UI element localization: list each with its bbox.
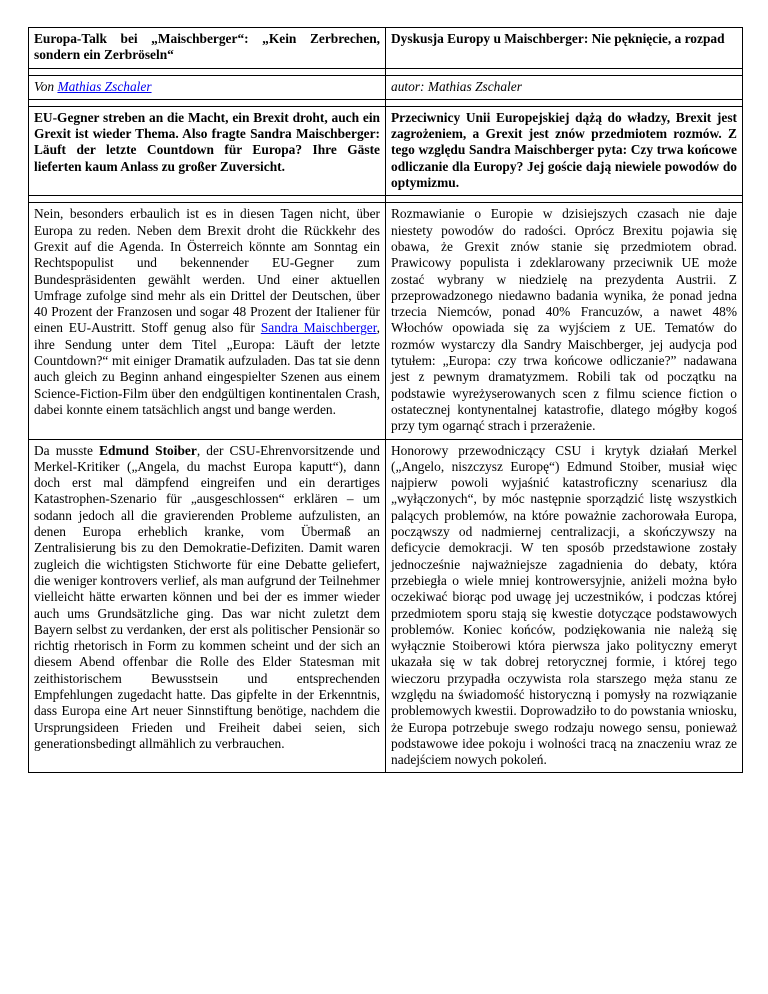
author-link[interactable]: Mathias Zschaler bbox=[57, 78, 152, 94]
spacer-cell bbox=[29, 99, 386, 106]
de-p2-text-b: , der CSU-Ehrenvorsitzende und Merkel-Kritiker („Angela, du machst Europa kaputt“), dann doch erst mal dämpfend eingreifen und ein derartiges Katastrophen-Szenario für „ausgeschlossen“ erklären – um sodann jedoch all die gravierenden Probleme aufzulisten, an denen Europa erheblich kranke, vom Übermaß an Zentralisierung bis zu den Demokratie-Defiziten. Damit waren zugleich die wichtigsten Stichworte für eine Debatte geliefert, die weniger kontrovers verlief, als man aufgrund der Teilnehmer vielleicht hätte erwarten können und bei der es immer wieder auch ums Grundsätzliche ging. Das war nicht zuletzt dem Bayern selbst zu verdanken, der erst als politischer Pensionär so richtig rhetorisch in Form zu kommen scheint und der sich an diesem Abend offenbar die Rolle des Elder Statesman mit zeithistorischem Bewusstsein und entsprechenden Empfehlungen zugedacht hatte. Das gipfelte in der Erkenntnis, dass Europa eine Art neuer Sinnstiftung benötige, nachdem die Ursprungsideen Frieden und Freiheit dabei seien, sich generationsbedingt allmählich zu verbrauchen. bbox=[34, 442, 380, 751]
de-title: Europa-Talk bei „Maischberger“: „Kein Zerbrechen, sondern ein Zerbröseln“ bbox=[29, 28, 386, 69]
de-p2-text-a: Da musste bbox=[34, 442, 100, 458]
spacer-row bbox=[29, 68, 743, 75]
paragraph-row-1 bbox=[29, 203, 743, 439]
spacer-cell bbox=[386, 99, 743, 106]
pl-byline: autor: Mathias Zschaler bbox=[386, 75, 743, 99]
paragraph-row-2 bbox=[29, 439, 743, 773]
spacer-cell bbox=[386, 68, 743, 75]
spacer-cell bbox=[29, 196, 386, 203]
de-p1-text-a: Nein, besonders erbaulich ist es in diesen Tagen nicht, über Europa zu reden. Neben dem Brexit droht die Rückkehr des Grexit auf die Agenda. In Österreich könnte am Sonntag ein Rechtspopulist und bekennender EU-Gegner zum Bundespräsidenten gewählt werden. Und einer aktuellen Umfrage zufolge sind mehr als ein Drittel der Deutschen, über 40 Prozent der Franzosen und sogar 48 Prozent der Italiener für einen EU-Austritt. Stoff genug also für bbox=[34, 206, 380, 336]
de-byline-prefix: Von bbox=[34, 78, 58, 94]
pl-paragraph-1: Rozmawianie o Europie w dzisiejszych czasach nie daje niestety powodów do radości. Oprócz Brexitu pojawia się obawa, że Grexit znów stanie się przedmiotem obrad. Prawicowy populista i zdeklarowany przeciwnik UE może zostać wybrany w niedzielę na prezydenta Austrii. Z przeprowadzonego niedawno badania wynika, że ponad jedna trzecia Niemców, ponad 40% Francuzów, a nawet 48% Włochów opowiada się za wyjściem z UE. Tematów do rozmów wystarczy dla Sandry Maischberger, jej audycja pod tytułem: „Europa: czy trwa końcowe odliczanie?” nadawana jest z pewnym dramatyzmem. Robili tak od początku na podstawie wyreżyserowanych scen z filmu science fiction o ostatecznej kontynentalnej katastrofie, dlatego mógłby kogoś przy tym ogarnąć strach i przerażenie. bbox=[386, 203, 743, 439]
de-lead: EU-Gegner streben an die Macht, ein Brexit droht, auch ein Grexit ist wieder Thema. Also fragte Sandra Maischberger: Läuft der letzte Countdown für Europa? Ihre Gäste lieferten kaum Anlass zu großer Zuversicht. bbox=[29, 106, 386, 195]
de-p2-name: Edmund Stoiber bbox=[99, 442, 197, 458]
bilingual-table bbox=[28, 27, 743, 773]
maischberger-link[interactable]: Sandra Maischberger bbox=[260, 320, 377, 336]
spacer-row bbox=[29, 196, 743, 203]
pl-paragraph-2: Honorowy przewodniczący CSU i krytyk działań Merkel („Angelo, niszczysz Europę“) Edmund Stoiber, musiał więc najpierw powoli wyjaśnić katastroficzny scenariusz dla „wyłączonych“, by móc następnie sporządzić listę wszystkich palących problemów, na które poważnie zachorowała Europa, począwszy od nadmiernej centralizacji, a skończywszy na deficycie demokracji. W ten sposób przedstawione zostały jednocześnie najważniejsze zagadnienia do debaty, która przebiegła o wiele mniej kontrowersyjnie, aniżeli można było oczekiwać biorąc pod uwagę jej uczestników, i podczas której przedmiotem sporu stają się kwestie dotyczące podstawowych problemów. Koniec końców, podziękowania nie należą się wyłącznie Stoiberowi która pierwsza jako polityczny emeryt ukazała się w tak dobrej retorycznej formie, i której tego wieczoru przypadła oczywista rola starszego męża stanu ze względu na świadomość historyczną i pomysły na rozwiązanie problemowych kwestii. Doprowadziło to do powstania wniosku, że Europa potrzebuje swego rodzaju nowego sensu, ponieważ podstawowe idee pokoju i wolności tracą na znaczeniu wraz ze nadejściem nowych pokoleń. bbox=[386, 439, 743, 773]
pl-title: Dyskusja Europy u Maischberger: Nie pęknięcie, a rozpad bbox=[386, 28, 743, 69]
de-p1-text-b: , ihre Sendung unter dem Titel „Europa: Läuft der letzte Countdown?“ mit einiger Dramatik aufzuladen. Das tat sie denn auch gleich zu Beginn anhand eingespielter Szenen aus einem Science-Fiction-Film über den endgültigen kontinentalen Crash, dabei konnte einem tatsächlich angst und bange werden. bbox=[34, 320, 380, 417]
document-page bbox=[28, 27, 742, 773]
byline-row bbox=[29, 75, 743, 99]
title-row bbox=[29, 28, 743, 69]
de-byline bbox=[29, 75, 386, 99]
spacer-row bbox=[29, 99, 743, 106]
lead-row bbox=[29, 106, 743, 195]
spacer-cell bbox=[29, 68, 386, 75]
de-paragraph-1 bbox=[29, 203, 386, 439]
de-paragraph-2 bbox=[29, 439, 386, 773]
pl-lead: Przeciwnicy Unii Europejskiej dążą do władzy, Brexit jest zagrożeniem, a Grexit jest znów przedmiotem rozmów. Z tego względu Sandra Maischberger pyta: Czy trwa końcowe odliczanie dla Europy? Jej goście dają niewiele powodów do optymizmu. bbox=[386, 106, 743, 195]
spacer-cell bbox=[386, 196, 743, 203]
